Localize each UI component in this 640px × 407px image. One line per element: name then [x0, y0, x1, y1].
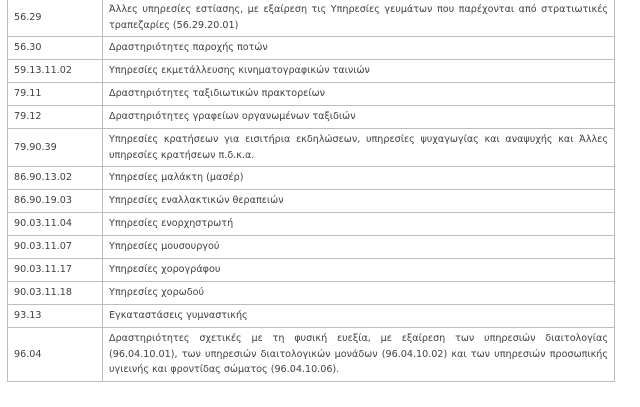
activity-description-cell: Εγκαταστάσεις γυμναστικής [103, 305, 615, 328]
activity-description-cell: Υπηρεσίες μουσουργού [103, 236, 615, 259]
table-row [8, 213, 615, 236]
table-row [8, 305, 615, 328]
activity-description-cell: Υπηρεσίες χορωδού [103, 282, 615, 305]
activity-description-cell: Υπηρεσίες εκμετάλλευσης κινηματογραφικών ταινιών [103, 60, 615, 83]
activity-code-cell: 86.90.19.03 [8, 190, 103, 213]
table-row [8, 282, 615, 305]
table-row [8, 37, 615, 60]
table-row [8, 60, 615, 83]
table-body [8, 0, 615, 381]
activity-code-cell: 56.30 [8, 37, 103, 60]
activity-code-cell: 59.13.11.02 [8, 60, 103, 83]
table-row [8, 129, 615, 167]
activity-description-cell: Άλλες υπηρεσίες εστίασης, με εξαίρεση τις Υπηρεσίες γευμάτων που παρέχονται από στρατιωτικές τραπεζαρίες (56.29.20.01) [103, 0, 615, 37]
activity-code-cell: 79.90.39 [8, 129, 103, 167]
table-row [8, 167, 615, 190]
activity-code-cell: 96.04 [8, 328, 103, 382]
table-row [8, 106, 615, 129]
table-row [8, 190, 615, 213]
activity-code-cell: 56.29 [8, 0, 103, 37]
activity-code-cell: 90.03.11.07 [8, 236, 103, 259]
activity-description-cell: Υπηρεσίες ενορχηστρωτή [103, 213, 615, 236]
activity-description-cell: Δραστηριότητες γραφείων οργανωμένων ταξιδιών [103, 106, 615, 129]
activity-description-cell: Δραστηριότητες ταξιδιωτικών πρακτορείων [103, 83, 615, 106]
activity-codes-table [7, 0, 615, 382]
activity-code-cell: 93.13 [8, 305, 103, 328]
table-row [8, 236, 615, 259]
activity-codes-document [7, 0, 615, 382]
activity-description-cell: Δραστηριότητες παροχής ποτών [103, 37, 615, 60]
table-row [8, 259, 615, 282]
activity-code-cell: 90.03.11.18 [8, 282, 103, 305]
activity-code-cell: 79.12 [8, 106, 103, 129]
activity-code-cell: 79.11 [8, 83, 103, 106]
activity-description-cell: Δραστηριότητες σχετικές με τη φυσική ευεξία, με εξαίρεση των υπηρεσιών διαιτολογίας (96.04.10.01), των υπηρεσιών διαιτολογικών μονάδων (96.04.10.02) και των υπηρεσιών προσωπικής υγιεινής και φροντίδας σώματος (96.04.10.06). [103, 328, 615, 382]
activity-description-cell: Υπηρεσίες εναλλακτικών θεραπειών [103, 190, 615, 213]
activity-description-cell: Υπηρεσίες χορογράφου [103, 259, 615, 282]
activity-description-cell: Υπηρεσίες μαλάκτη (μασέρ) [103, 167, 615, 190]
table-row [8, 0, 615, 37]
activity-description-cell: Υπηρεσίες κρατήσεων για εισιτήρια εκδηλώσεων, υπηρεσίες ψυχαγωγίας και αναψυχής και Άλλες υπηρεσίες κρατήσεων π.δ.κ.α. [103, 129, 615, 167]
activity-code-cell: 90.03.11.17 [8, 259, 103, 282]
table-row [8, 83, 615, 106]
table-row [8, 328, 615, 382]
activity-code-cell: 90.03.11.04 [8, 213, 103, 236]
activity-code-cell: 86.90.13.02 [8, 167, 103, 190]
